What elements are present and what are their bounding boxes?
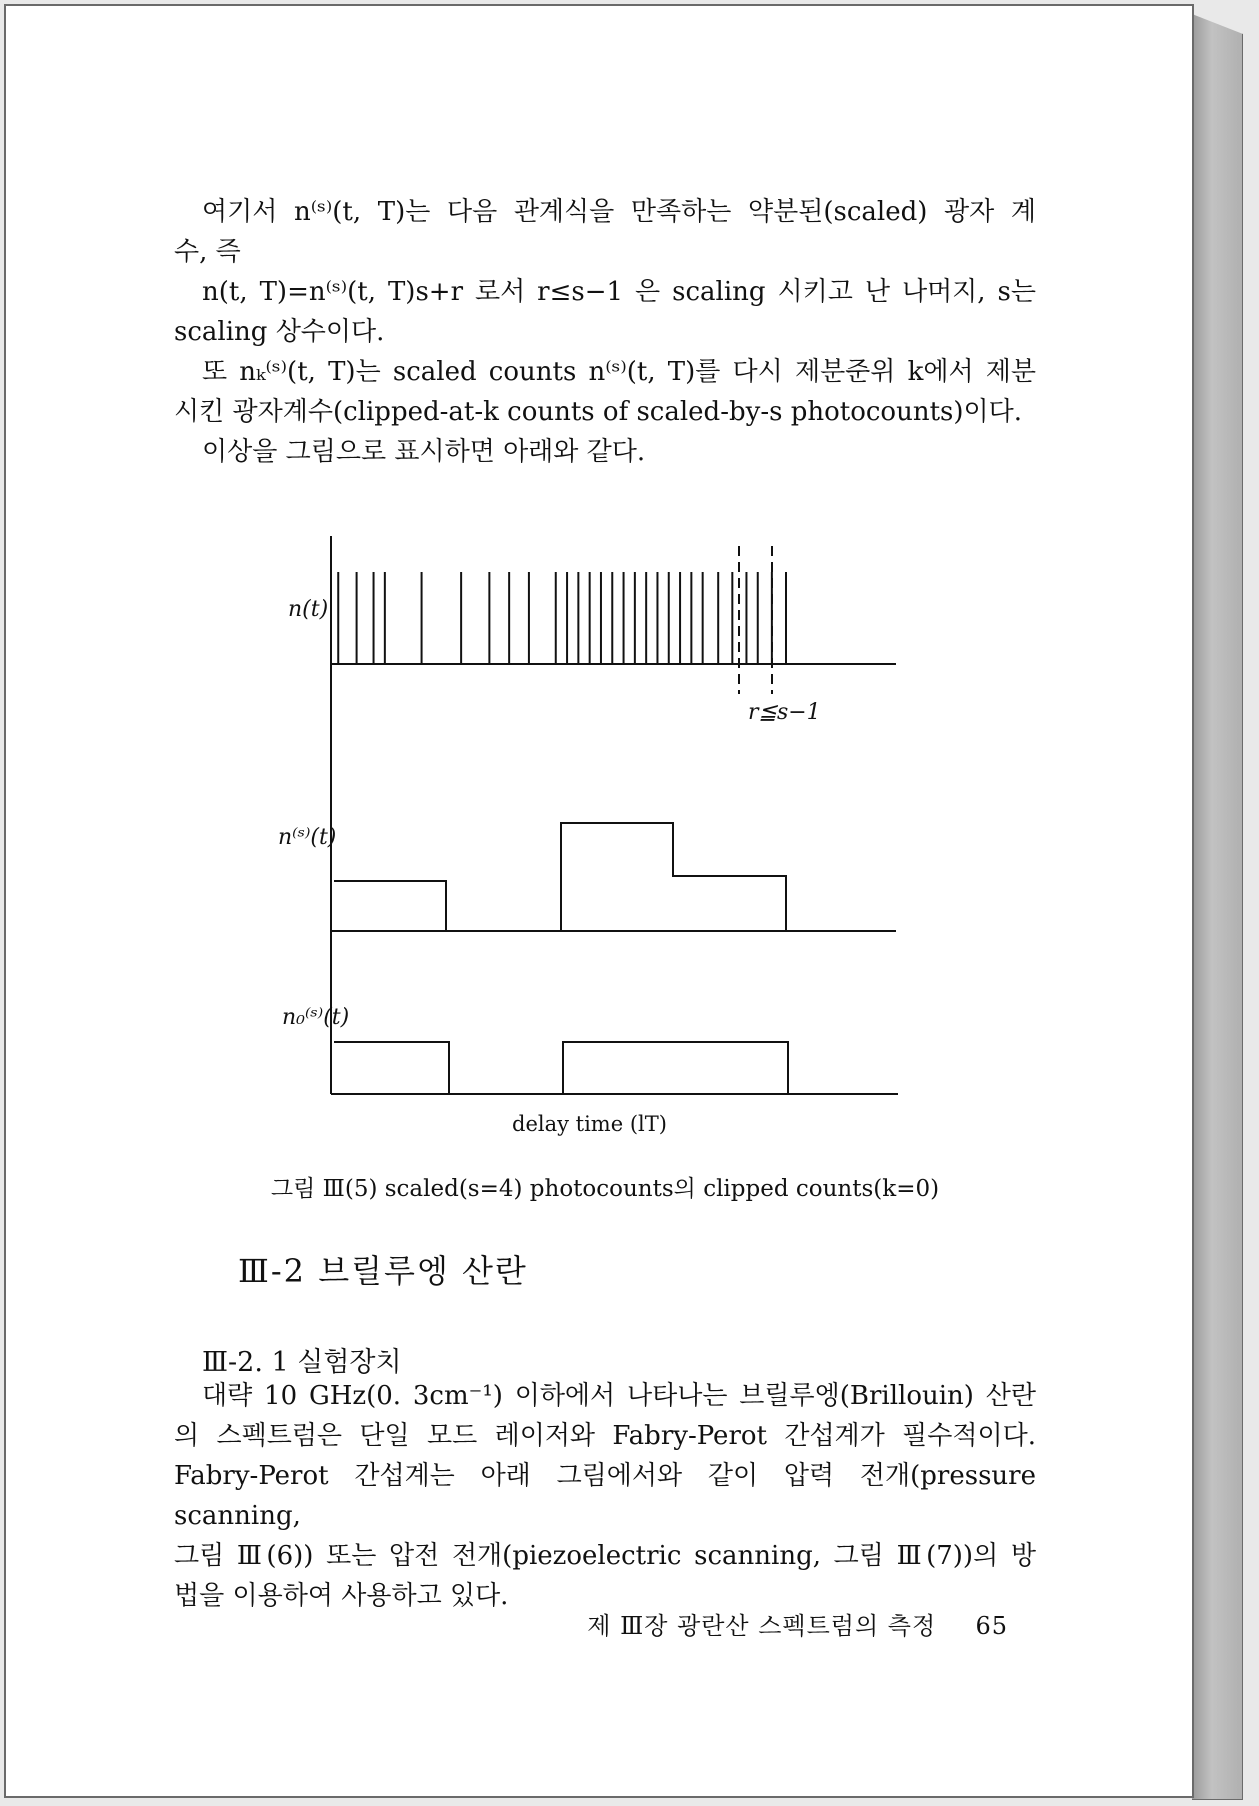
intro-line-3: n(t, T)=n⁽ˢ⁾(t, T)s+r 로서 r≤s−1 은 scaling 시키고 난 나머지, s는	[202, 277, 1036, 307]
label-ns: n⁽ˢ⁾(t)	[278, 825, 337, 850]
page-number: 65	[975, 1612, 1008, 1640]
pulse-train-group	[338, 572, 786, 664]
n0s-step-line	[334, 1042, 788, 1094]
label-n: n(t)	[288, 597, 329, 622]
intro-line-2: 수, 즉	[174, 237, 241, 267]
section-title: Ⅲ-2 브릴루엥 산란	[238, 1252, 528, 1290]
body-line-2: 의 스펙트럼은 단일 모드 레이저와 Fabry-Perot 간섭계가 필수적이다.	[174, 1421, 1036, 1451]
page-edge-shadow	[1192, 14, 1243, 1800]
remainder-label: r≦s−1	[748, 700, 821, 725]
figure-caption: 그림 Ⅲ(5) scaled(s=4) photocounts의 clipped counts(k=0)	[270, 1176, 940, 1202]
body-line-5: 법을 이용하여 사용하고 있다.	[174, 1581, 509, 1611]
body-line-3: Fabry-Perot 간섭계는 아래 그림에서와 같이 압력 전개(pressure scanning,	[174, 1461, 1036, 1531]
book-page	[4, 4, 1194, 1798]
intro-line-1: 여기서 n⁽ˢ⁾(t, T)는 다음 관계식을 만족하는 약분된(scaled) 광자 계	[202, 197, 1036, 227]
running-footer	[566, 1606, 1008, 1641]
label-n0s: n₀⁽ˢ⁾(t)	[282, 1005, 350, 1030]
body-line-4: 그림 Ⅲ(6)) 또는 압전 전개(piezoelectric scanning, 그림 Ⅲ(7))의 방	[174, 1541, 1036, 1571]
figure-scaled-photocounts	[6, 6, 1196, 1166]
body-line-1: 대략 10 GHz(0. 3cm⁻¹) 이하에서 나타나는 브릴루엥(Brillouin) 산란	[202, 1381, 1036, 1411]
footer-chapter: 제 Ⅲ장 광란산 스펙트럼의 측정	[587, 1612, 937, 1640]
ns-step-line	[334, 823, 786, 931]
subsection-title: Ⅲ-2. 1 실험장치	[202, 1347, 402, 1378]
intro-line-5: 또 nₖ⁽ˢ⁾(t, T)는 scaled counts n⁽ˢ⁾(t, T)를 다시 제분준위 k에서 제분	[202, 357, 1036, 387]
intro-line-4: scaling 상수이다.	[174, 317, 385, 347]
intro-line-7: 이상을 그림으로 표시하면 아래와 같다.	[202, 437, 646, 467]
book-sheet	[4, 4, 1244, 1800]
body-paragraph	[174, 1376, 1036, 1616]
x-axis-label: delay time (lT)	[512, 1112, 667, 1136]
intro-line-6: 시킨 광자계수(clipped-at-k counts of scaled-by-s photocounts)이다.	[174, 397, 1022, 427]
